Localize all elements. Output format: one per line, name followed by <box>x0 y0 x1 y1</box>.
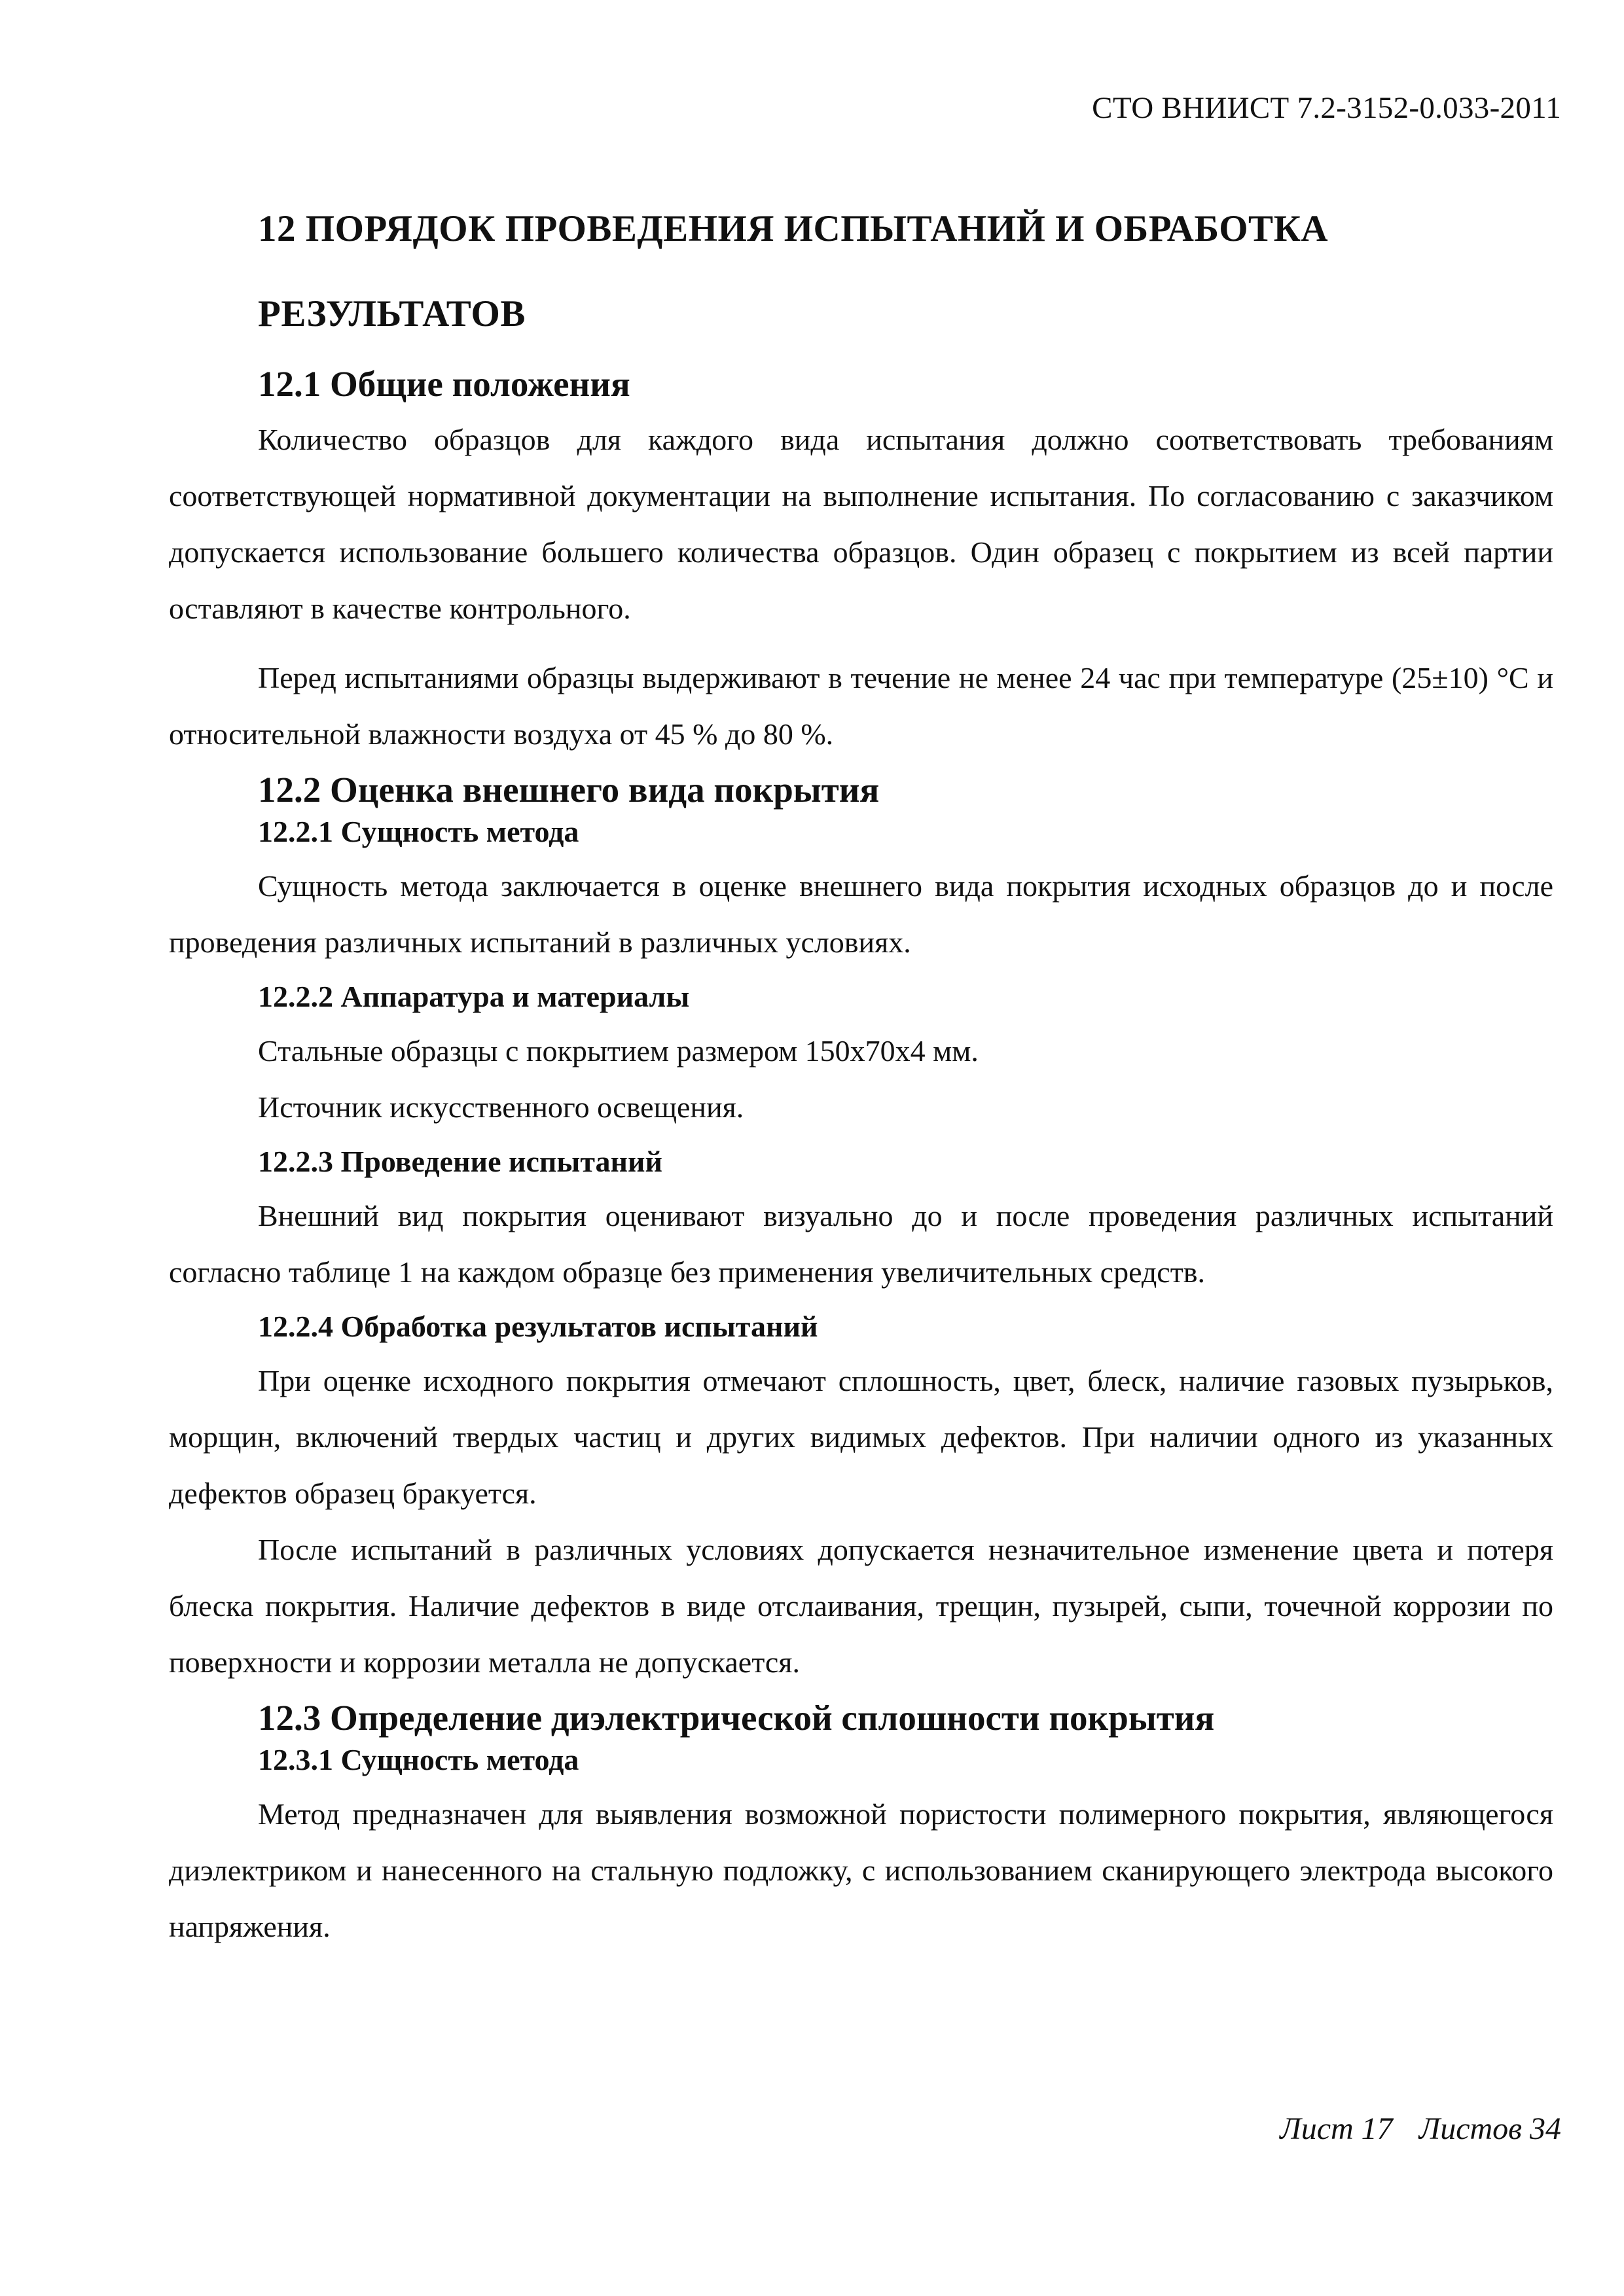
sheet-number: Лист 17 <box>1280 2111 1393 2146</box>
chapter-title-line-1: 12 ПОРЯДОК ПРОВЕДЕНИЯ ИСПЫТАНИЙ И ОБРАБОТКА <box>258 208 1329 249</box>
subsection-12-2-4-paragraph-2: После испытаний в различных условиях допускается незначительное изменение цвета и потеря блеска покрытия. Наличие дефектов в виде отслаивания, трещин, пузырей, сыпи, точечной коррозии по поверхности и коррозии металла не допускается. <box>169 1533 1553 1679</box>
subsection-12-3-1-paragraph: Метод предназначен для выявления возможной пористости полимерного покрытия, являющегося диэлектриком и нанесенного на стальную подложку, с использованием сканирующего электрода высокого напряжения. <box>169 1797 1553 1943</box>
page-content <box>169 187 1553 1955</box>
subsection-12-2-4-title: 12.2.4 Обработка результатов испытаний <box>258 1310 818 1343</box>
section-12-2-title: 12.2 Оценка внешнего вида покрытия <box>258 770 880 810</box>
subsection-12-2-4-paragraph-1: При оценке исходного покрытия отмечают сплошность, цвет, блеск, наличие газовых пузырьков, морщин, включений твердых частиц и других видимых дефектов. При наличии одного из указанных дефектов образец бракуется. <box>169 1364 1553 1510</box>
chapter-title-line-2: РЕЗУЛЬТАТОВ <box>258 293 526 334</box>
subsection-12-2-3-paragraph: Внешний вид покрытия оценивают визуально до и после проведения различных испытаний согласно таблице 1 на каждом образце без применения увеличительных средств. <box>169 1199 1553 1289</box>
subsection-12-2-1-title: 12.2.1 Сущность метода <box>258 815 579 848</box>
subsection-12-2-2-paragraph-2: Источник искусственного освещения. <box>258 1090 744 1124</box>
document-code-header: СТО ВНИИСТ 7.2-3152-0.033-2011 <box>1092 91 1561 125</box>
subsection-12-3-1-title: 12.3.1 Сущность метода <box>258 1743 579 1776</box>
page-footer <box>1280 2111 1561 2147</box>
subsection-12-2-3-title: 12.2.3 Проведение испытаний <box>258 1145 662 1178</box>
section-12-1-paragraph-2: Перед испытаниями образцы выдерживают в течение не менее 24 час при температуре (25±10) °С и относительной влажности воздуха от 45 % до 80 %. <box>169 661 1553 751</box>
section-12-1-title: 12.1 Общие положения <box>258 364 630 404</box>
section-12-3-title: 12.3 Определение диэлектрической сплошности покрытия <box>258 1698 1215 1738</box>
section-12-1-paragraph-1: Количество образцов для каждого вида испытания должно соответствовать требованиям соответствующей нормативной документации на выполнение испытания. По согласованию с заказчиком допускается использование большего количества образцов. Один образец с покрытием из всей партии оставляют в качестве контрольного. <box>169 423 1553 625</box>
sheets-total: Листов 34 <box>1418 2111 1561 2146</box>
subsection-12-2-1-paragraph: Сущность метода заключается в оценке внешнего вида покрытия исходных образцов до и после проведения различных испытаний в различных условиях. <box>169 869 1553 959</box>
subsection-12-2-2-paragraph-1: Стальные образцы с покрытием размером 150х70х4 мм. <box>258 1034 979 1067</box>
subsection-12-2-2-title: 12.2.2 Аппаратура и материалы <box>258 980 690 1013</box>
